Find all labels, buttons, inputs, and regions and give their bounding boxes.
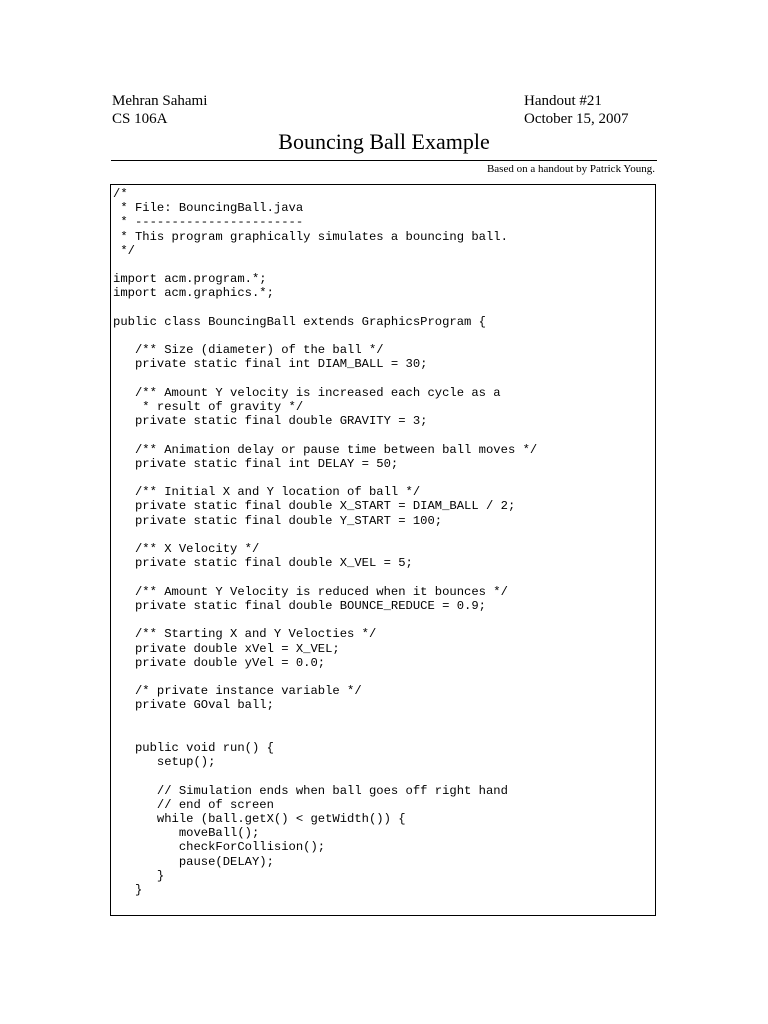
course-code: CS 106A [112, 111, 168, 127]
title-divider [111, 160, 657, 161]
code-listing-box [110, 184, 656, 916]
page-title: Bouncing Ball Example [278, 129, 490, 154]
handout-number: Handout #21 [524, 93, 602, 109]
author-name: Mehran Sahami [112, 93, 208, 109]
handout-date: October 15, 2007 [524, 111, 629, 127]
code-listing: /* * File: BouncingBall.java * ----------------------- * This program graphically simulates a bouncing ball. */ import acm.program.*; import acm.graphics.*; public class BouncingBall extends GraphicsProgram { /** Size (diameter) of the ball */ private static final int DIAM_BALL = 30; /** Amount Y velocity is increased each cycle as a * result of gravity */ private static final double GRAVITY = 3; /** Animation delay or pause time between ball moves */ private static final int DELAY = 50; /** Initial X and Y location of ball */ private static final double X_START = DIAM_BALL / 2; private static final double Y_START = 100; /** X Velocity */ private static final double X_VEL = 5; /** Amount Y Velocity is reduced when it bounces */ private static final double BOUNCE_REDUCE = 0.9; /** Starting X and Y Velocties */ private double xVel = X_VEL; private double yVel = 0.0; /* private instance variable */ private GOval ball; public void run() { setup(); // Simulation ends when ball goes off right hand // end of screen while (ball.getX() < getWidth()) { moveBall(); checkForCollision(); pause(DELAY); } } [113, 187, 538, 897]
credit-note: Based on a handout by Patrick Young. [486, 163, 655, 175]
